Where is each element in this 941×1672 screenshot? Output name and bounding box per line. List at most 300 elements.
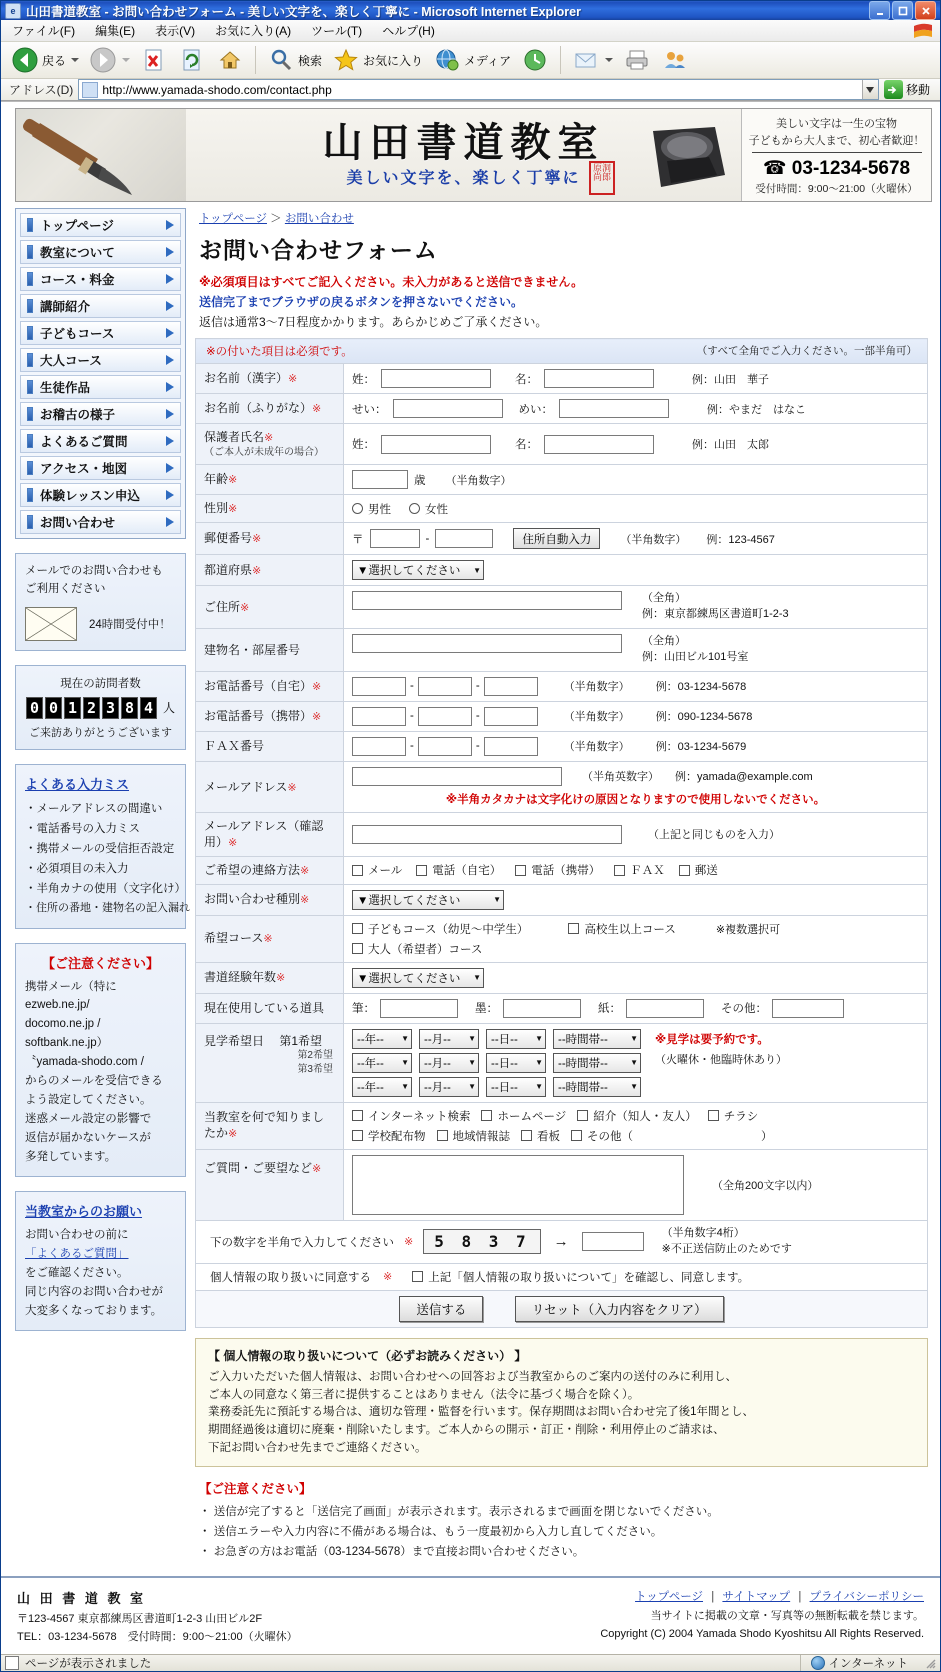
tool-paper-input[interactable] <box>626 999 704 1018</box>
zip-autofill-button[interactable]: 住所自動入力 <box>513 528 600 549</box>
footer-copyright: Copyright (C) 2004 Yamada Shodo Kyoshitsu All Rights Reserved. <box>600 1627 924 1640</box>
visit1-year-select[interactable] <box>352 1029 412 1049</box>
footer-right <box>600 1588 924 1646</box>
sidebar-item-lesson-scenes[interactable] <box>20 402 181 426</box>
visit2-year-select[interactable] <box>352 1053 412 1073</box>
back-label: 戻る <box>42 53 67 68</box>
counter-digit: 0 <box>26 697 43 719</box>
how-known-option-internet[interactable] <box>352 1108 470 1124</box>
name-kanji-first-input[interactable] <box>544 369 654 388</box>
course-option-highschool[interactable] <box>568 921 675 937</box>
inkstone-icon <box>637 117 733 197</box>
label-sub-guardian: （ご本人が未成年の場合） <box>204 446 324 458</box>
refresh-icon <box>178 46 206 74</box>
visit2-time-select[interactable] <box>553 1053 641 1073</box>
counter-unit: 人 <box>162 701 175 716</box>
zip-prefix: 〒 <box>352 533 364 546</box>
prefecture-select-value: ▼選択してください <box>357 565 461 578</box>
counter-digit: 2 <box>83 697 100 719</box>
chevron-right-icon <box>166 328 174 338</box>
label-text: 希望コース <box>204 931 264 946</box>
visit2-month-select[interactable] <box>419 1053 479 1073</box>
row-label-tel-mobile <box>196 701 344 731</box>
address-hint1: （全角） <box>642 592 686 605</box>
gender-female-option[interactable] <box>409 501 448 517</box>
table-row <box>196 701 928 731</box>
privacy-line: ご本人の同意なく第三者に提供することはありません（法令に基づく場合を除く）。 <box>208 1388 640 1401</box>
history-button[interactable] <box>517 42 553 78</box>
option-label: その他（ <box>587 1130 633 1143</box>
contact-form-table <box>195 338 928 1328</box>
site-title: 山田書道教室 <box>322 118 605 166</box>
row-label-guardian <box>196 424 344 465</box>
row-value-how-known <box>344 1102 928 1149</box>
tool-label-ink: 墨： <box>475 1003 498 1016</box>
experience-select-value: ▼選択してください <box>357 972 461 985</box>
nav-marker-icon <box>27 380 33 394</box>
how-known-option-flyer[interactable] <box>708 1108 759 1124</box>
home-button[interactable] <box>212 42 248 78</box>
label-text: 見学希望日 <box>204 1033 265 1048</box>
minimize-button[interactable] <box>869 1 890 20</box>
checkbox-icon[interactable] <box>352 1110 363 1121</box>
banner-contact-box <box>741 109 931 201</box>
page-done-icon <box>5 1656 19 1670</box>
example-guardian: 例：山田 太郎 <box>692 439 769 452</box>
row-value-course <box>344 915 928 962</box>
tool-other-input[interactable] <box>772 999 844 1018</box>
row-value-experience <box>344 962 928 993</box>
age-unit: 歳 <box>414 474 426 487</box>
sidebar-item-top[interactable] <box>20 213 181 237</box>
fax-example: 例：03-1234-5679 <box>655 741 747 754</box>
resize-grip-icon[interactable] <box>924 1657 936 1669</box>
gender-female-label: 女性 <box>425 503 448 516</box>
title-bar <box>1 1 940 20</box>
menu-item-tools[interactable]: ツール(T) <box>311 24 363 38</box>
checkbox-icon[interactable] <box>708 1110 719 1121</box>
chevron-right-icon <box>166 220 174 230</box>
mail-icon <box>572 46 600 74</box>
chevron-right-icon <box>166 409 174 419</box>
option-label: 電話（自宅） <box>432 865 502 878</box>
nav-marker-icon <box>27 515 33 529</box>
email-input[interactable] <box>352 767 562 786</box>
visit1-month-select[interactable] <box>419 1029 479 1049</box>
mail-box-line2: ご利用ください <box>25 582 106 595</box>
breadcrumb-current-link[interactable]: お問い合わせ <box>284 213 354 225</box>
required-mark: ※ <box>252 533 262 546</box>
counter-digit: 4 <box>140 697 157 719</box>
prefecture-select[interactable] <box>352 560 484 580</box>
gender-male-option[interactable] <box>352 501 391 517</box>
edit-button[interactable] <box>657 42 693 78</box>
chevron-down-icon: ▼ <box>473 565 481 575</box>
contact-method-option-mail[interactable] <box>352 862 402 878</box>
zip-first-input[interactable] <box>370 529 420 548</box>
forward-dropdown-icon[interactable] <box>122 58 130 62</box>
menu-item-file[interactable]: ファイル(F) <box>12 24 76 38</box>
label-text: 郵便番号 <box>204 531 253 546</box>
required-mark: ※ <box>288 373 298 386</box>
visit3-year-select[interactable] <box>352 1077 412 1097</box>
course-option-adult[interactable] <box>352 941 482 957</box>
request-line1: お問い合わせの前に <box>25 1229 129 1242</box>
stop-button[interactable] <box>136 42 172 78</box>
visit-closed-note: （火曜休・他臨時休あり） <box>655 1053 787 1066</box>
sublabel-guardian-mei: 名： <box>515 439 538 452</box>
chevron-down-icon: ▼ <box>535 1058 543 1068</box>
checkbox-icon[interactable] <box>437 1130 448 1141</box>
chevron-down-icon: ▼ <box>493 895 501 905</box>
sidebar-item-trial-lesson[interactable] <box>20 483 181 507</box>
mistakes-heading: よくある入力ミス <box>25 776 130 792</box>
tel-home-part1-input[interactable] <box>352 677 406 696</box>
tool-brush-input[interactable] <box>380 999 458 1018</box>
sidebar-item-faq[interactable] <box>20 429 181 453</box>
breadcrumb-home-link[interactable]: トップページ <box>199 213 267 225</box>
checkbox-icon[interactable] <box>481 1110 492 1121</box>
tel-mobile-example: 例：090-1234-5678 <box>655 711 753 724</box>
sidebar-item-about[interactable] <box>20 240 181 264</box>
footer-link-sitemap[interactable]: サイトマップ <box>722 1591 791 1604</box>
guardian-last-input[interactable] <box>381 435 491 454</box>
table-row <box>196 424 928 465</box>
fax-part3-input[interactable] <box>484 737 538 756</box>
option-label: メール <box>368 865 403 878</box>
sidebar-item-label: 大人コース <box>40 354 102 368</box>
option-label: 子どもコース（幼児〜中学生） <box>368 923 529 936</box>
banner-hours: 受付時間：9:00〜21:00（火曜休） <box>755 182 918 195</box>
sidebar-item-courses-fees[interactable] <box>20 267 181 291</box>
row-value-contact-method <box>344 856 928 884</box>
tel-mobile-part3-input[interactable] <box>484 707 538 726</box>
label-text: 年齢 <box>204 472 229 487</box>
sidebar-item-student-works[interactable] <box>20 375 181 399</box>
option-label: 紹介（知人・友人） <box>593 1110 697 1123</box>
tel-home-part2-input[interactable] <box>418 677 472 696</box>
row-value-email <box>344 761 928 812</box>
request-heading: 当教室からのお願い <box>25 1204 143 1220</box>
contact-method-option-fax[interactable] <box>614 862 665 878</box>
row-label-how-known <box>196 1102 344 1149</box>
visit3-time-select[interactable] <box>553 1077 641 1097</box>
label-text: お名前（ふりがな） <box>204 401 313 416</box>
print-button[interactable] <box>619 42 655 78</box>
request-faq-link[interactable]: 「よくあるご質問」 <box>25 1248 129 1261</box>
building-input[interactable] <box>352 634 622 653</box>
required-mark: ※ <box>287 781 297 794</box>
tel-dash: - <box>475 710 480 723</box>
checkbox-icon[interactable] <box>352 865 363 876</box>
table-row <box>196 1149 928 1220</box>
nav-marker-icon <box>27 326 33 340</box>
inquiry-type-select[interactable] <box>352 890 504 910</box>
fax-part1-input[interactable] <box>352 737 406 756</box>
row-value-gender <box>344 495 928 523</box>
select-value: --日-- <box>491 1057 518 1070</box>
footer-link-top[interactable]: トップページ <box>635 1591 704 1604</box>
name-kana-first-input[interactable] <box>559 399 669 418</box>
table-row <box>196 495 928 523</box>
tel-mobile-hint: （半角数字） <box>563 711 630 724</box>
go-button[interactable] <box>884 80 936 99</box>
option-label: 電話（携帯） <box>531 865 601 878</box>
table-row <box>196 629 928 672</box>
banner-telephone: ☎ 03-1234-5678 <box>762 157 911 179</box>
name-kanji-last-input[interactable] <box>381 369 491 388</box>
select-value: --時間帯-- <box>558 1057 608 1070</box>
visit1-time-select[interactable] <box>553 1029 641 1049</box>
window-title: 山田書道教室 - お問い合わせフォーム - 美しい文字を、楽しく丁寧に - Microsoft Internet Explorer <box>26 4 581 19</box>
address-hint2: 例：東京都練馬区書道町1-2-3 <box>642 608 789 621</box>
row-label-name-kana <box>196 394 344 424</box>
media-button[interactable] <box>429 42 515 78</box>
checkbox-icon[interactable] <box>352 943 363 954</box>
search-button[interactable] <box>263 42 326 78</box>
visit2-day-select[interactable] <box>486 1053 546 1073</box>
row-value-address <box>344 586 928 629</box>
experience-select[interactable] <box>352 968 484 988</box>
tel-home-part3-input[interactable] <box>484 677 538 696</box>
table-row <box>196 962 928 993</box>
visit1-day-select[interactable] <box>486 1029 546 1049</box>
menu-item-view[interactable]: 表示(V) <box>155 24 196 38</box>
agree-checkbox-row[interactable] <box>412 1269 749 1285</box>
email-confirm-input[interactable] <box>352 825 622 844</box>
chevron-right-icon <box>166 436 174 446</box>
counter-digit: 1 <box>64 697 81 719</box>
contact-method-option-tel-home[interactable] <box>416 862 501 878</box>
refresh-button[interactable] <box>174 42 210 78</box>
go-label: 移動 <box>905 83 930 97</box>
envelope-icon <box>25 607 77 641</box>
row-label-message <box>196 1149 344 1220</box>
reset-button[interactable]: リセット（入力内容をクリア） <box>515 1296 724 1322</box>
captcha-hint2: ※不正送信防止のためです <box>661 1242 792 1255</box>
how-known-option-school[interactable] <box>352 1128 426 1144</box>
guardian-first-input[interactable] <box>544 435 654 454</box>
label-text: メールアドレス（確認用） <box>204 818 324 850</box>
chevron-down-icon: ▼ <box>468 1082 476 1092</box>
mistake-item: ・半角カナの使用（文字化け） <box>25 883 186 896</box>
favorites-button[interactable] <box>328 42 427 78</box>
building-hint1: （全角） <box>642 635 686 648</box>
chevron-down-icon: ▼ <box>630 1058 638 1068</box>
captcha-input[interactable] <box>582 1232 644 1251</box>
row-label-zip <box>196 523 344 555</box>
privacy-title: 【 個人情報の取り扱いについて（必ずお読みください） 】 <box>208 1348 527 1363</box>
radio-icon[interactable] <box>352 503 363 514</box>
checkbox-icon[interactable] <box>521 1130 532 1141</box>
how-known-option-other[interactable] <box>571 1128 773 1144</box>
label-text: 都道府県 <box>204 562 253 577</box>
sidebar-item-access-map[interactable] <box>20 456 181 480</box>
chevron-down-icon: ▼ <box>401 1082 409 1092</box>
how-known-option-localmag[interactable] <box>437 1128 511 1144</box>
row-value-tel-home <box>344 671 928 701</box>
select-value: --日-- <box>491 1081 518 1094</box>
tel-dash: - <box>410 740 414 753</box>
address-input[interactable] <box>352 591 622 610</box>
checkbox-icon[interactable] <box>577 1110 588 1121</box>
zip-example: 例：123-4567 <box>706 533 775 546</box>
nav-marker-icon <box>27 245 33 259</box>
fax-part2-input[interactable] <box>418 737 472 756</box>
go-arrow-icon <box>884 80 903 99</box>
radio-icon[interactable] <box>409 503 420 514</box>
privacy-policy-box <box>195 1338 928 1467</box>
gender-male-label: 男性 <box>368 503 391 516</box>
footer-link-privacy[interactable]: プライバシーポリシー <box>809 1591 924 1604</box>
checkbox-icon[interactable] <box>412 1271 423 1282</box>
forward-arrow-icon <box>89 46 117 74</box>
row-value-visit <box>344 1023 928 1102</box>
url-input[interactable] <box>78 79 879 100</box>
select-value: --年-- <box>357 1057 384 1070</box>
table-row <box>196 812 928 856</box>
agree-text: 上記「個人情報の取り扱いについて」を確認し、同意します。 <box>428 1271 750 1284</box>
arrow-right-icon: → <box>553 1233 569 1251</box>
label-text: お電話番号（自宅） <box>204 679 313 694</box>
tool-ink-input[interactable] <box>503 999 581 1018</box>
how-known-option-homepage[interactable] <box>481 1108 566 1124</box>
row-value-age <box>344 465 928 495</box>
forward-button[interactable] <box>85 42 134 78</box>
submit-button[interactable]: 送信する <box>399 1296 483 1322</box>
table-row <box>196 993 928 1023</box>
address-label: アドレス(D) <box>9 83 74 97</box>
nav-marker-icon <box>27 299 33 313</box>
name-kana-last-input[interactable] <box>393 399 503 418</box>
tel-dash: - <box>475 680 480 693</box>
sidebar-item-kids-course[interactable] <box>20 321 181 345</box>
form-table-header-row <box>196 339 928 364</box>
nav-marker-icon <box>27 272 33 286</box>
checkbox-icon[interactable] <box>352 1130 363 1141</box>
tel-home-hint: （半角数字） <box>563 681 630 694</box>
request-line3: 同じ内容のお問い合わせが <box>25 1286 163 1299</box>
toolbar-separator-2 <box>560 46 561 74</box>
row-label-fax <box>196 731 344 761</box>
row-value-name-kana <box>344 394 928 424</box>
captcha-number: 5 8 3 7 <box>423 1229 540 1254</box>
how-known-option-referral[interactable] <box>577 1108 697 1124</box>
request-line2: をご確認ください。 <box>25 1267 129 1280</box>
age-input[interactable] <box>352 470 408 489</box>
checkbox-icon[interactable] <box>614 865 625 876</box>
required-mark: ※ <box>228 837 238 850</box>
agree-label: 個人情報の取り扱いに同意する <box>210 1271 371 1284</box>
visit-row-1 <box>352 1029 641 1049</box>
row-label-address <box>196 586 344 629</box>
checkbox-icon[interactable] <box>416 865 427 876</box>
maximize-button[interactable] <box>892 1 913 20</box>
menu-item-help[interactable]: ヘルプ(H) <box>382 24 435 38</box>
row-value-fax <box>344 731 928 761</box>
menu-item-edit[interactable]: 編集(E) <box>95 24 136 38</box>
window-controls <box>869 1 938 20</box>
seal-stamp: 原洞尚郎 <box>589 161 615 195</box>
sidebar-request-box <box>15 1191 186 1331</box>
table-row <box>196 523 928 555</box>
tel-mobile-part2-input[interactable] <box>418 707 472 726</box>
sublabel-mei-kana: めい： <box>518 403 553 416</box>
visit3-day-select[interactable] <box>486 1077 546 1097</box>
table-row <box>196 364 928 394</box>
sidebar-item-instructors[interactable] <box>20 294 181 318</box>
table-row <box>196 1102 928 1149</box>
brush-icon <box>20 115 148 197</box>
sidebar-item-label: 子どもコース <box>40 327 115 341</box>
back-button[interactable] <box>7 42 83 78</box>
tool-label-brush: 筆： <box>352 1003 375 1016</box>
menu-item-favorites[interactable]: お気に入り(A) <box>215 24 292 38</box>
contact-method-option-post[interactable] <box>679 862 718 878</box>
sidebar-item-adult-course[interactable] <box>20 348 181 372</box>
visit3-month-select[interactable] <box>419 1077 479 1097</box>
checkbox-icon[interactable] <box>571 1130 582 1141</box>
contact-method-option-tel-mobile[interactable] <box>515 862 600 878</box>
checkbox-icon[interactable] <box>515 865 526 876</box>
back-dropdown-icon[interactable] <box>71 58 79 62</box>
mail-dropdown-icon[interactable] <box>605 58 613 62</box>
footer-links <box>600 1588 924 1604</box>
caution-line: docomo.ne.jp / softbank.ne.jp） <box>25 1018 109 1050</box>
url-dropdown-button[interactable] <box>862 80 878 99</box>
tel-mobile-part1-input[interactable] <box>352 707 406 726</box>
email-example: 例：yamada@example.com <box>675 771 813 784</box>
page-title: お問い合わせフォーム <box>199 237 438 263</box>
required-mark: ※ <box>404 1236 414 1249</box>
checkbox-icon[interactable] <box>352 923 363 934</box>
chevron-down-icon: ▼ <box>630 1082 638 1092</box>
mail-button[interactable] <box>568 42 617 78</box>
option-label: 高校生以上コース <box>584 923 676 936</box>
select-value: --年-- <box>357 1081 384 1094</box>
banner-title-area <box>186 109 741 201</box>
zip-second-input[interactable] <box>435 529 493 548</box>
example-name-kana: 例：やまだ はなこ <box>707 403 806 416</box>
close-button[interactable] <box>915 1 936 20</box>
course-option-kids[interactable] <box>352 921 528 937</box>
nav-marker-icon <box>27 218 33 232</box>
row-value-building <box>344 629 928 672</box>
label-text: 現在使用している道具 <box>204 1001 325 1016</box>
row-label-gender <box>196 495 344 523</box>
checkbox-icon[interactable] <box>568 923 579 934</box>
search-icon <box>267 46 295 74</box>
row-label-experience <box>196 962 344 993</box>
row-agree <box>196 1263 928 1290</box>
age-hint: （半角数字） <box>445 474 512 487</box>
windows-flag-icon <box>912 22 934 40</box>
breadcrumb-separator: ＞ <box>270 213 282 225</box>
required-mark: ※ <box>263 933 273 946</box>
chevron-down-icon: ▼ <box>468 1058 476 1068</box>
sidebar-item-label: お稽古の様子 <box>40 408 116 422</box>
sidebar-item-contact[interactable] <box>20 510 181 534</box>
app-icon: e <box>5 3 21 19</box>
message-textarea[interactable] <box>352 1155 684 1215</box>
checkbox-icon[interactable] <box>679 865 690 876</box>
privacy-line: ご入力いただいた個人情報は、お問い合わせへの回答および当教室からのご案内の送付のみに利用し、 <box>208 1370 737 1383</box>
mistake-item: ・電話番号の入力ミス <box>25 822 140 835</box>
caution-line: 携帯メール（特にezweb.ne.jp/ <box>25 980 117 1012</box>
how-known-option-signboard[interactable] <box>521 1128 560 1144</box>
row-value-zip <box>344 523 928 555</box>
required-mark: ※ <box>228 1128 238 1141</box>
